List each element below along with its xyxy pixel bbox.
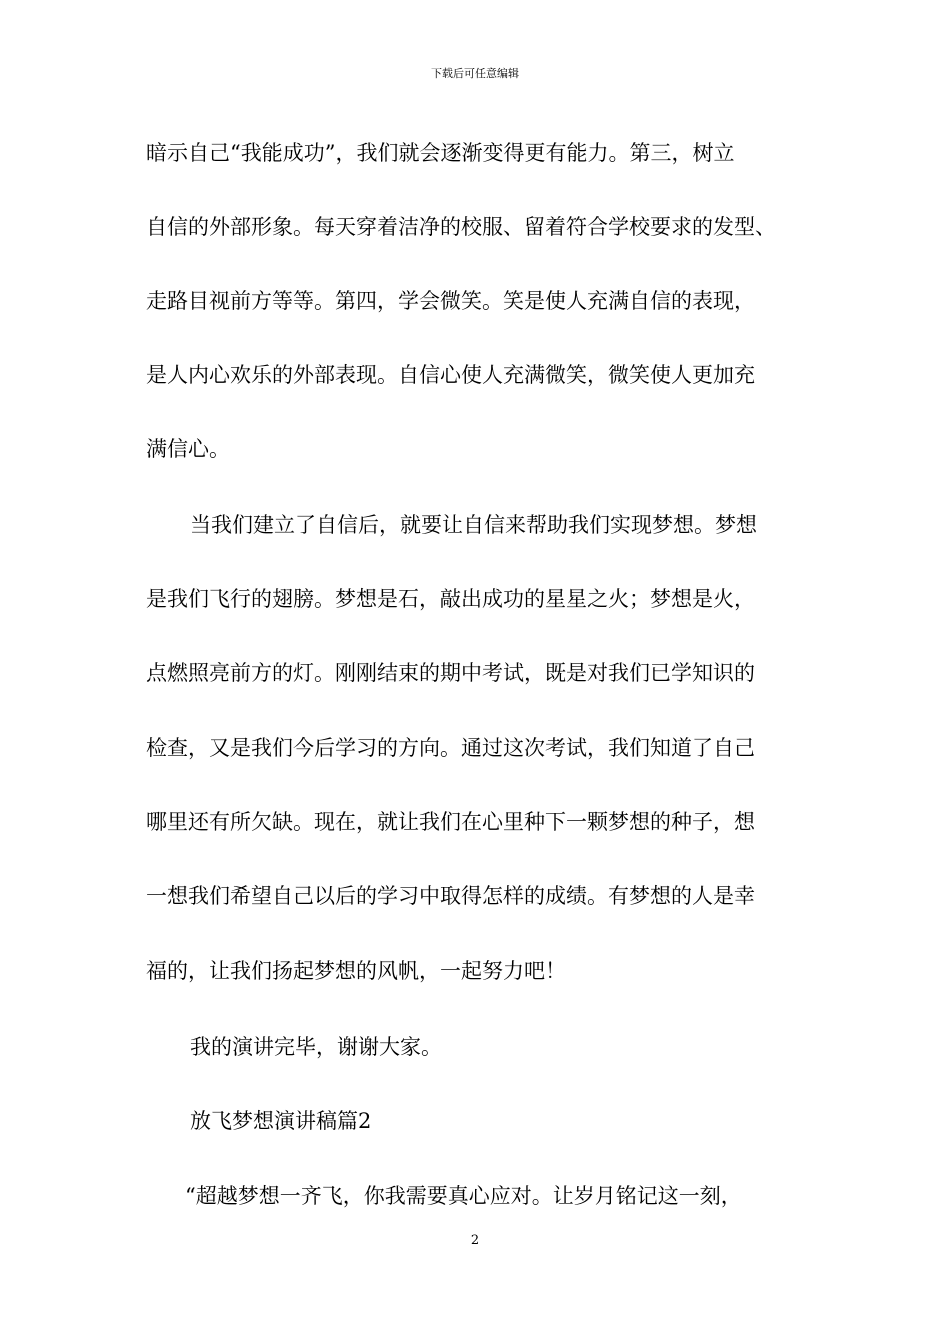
- body-line: 一想我们希望自己以后的学习中取得怎样的成绩。有梦想的人是幸: [146, 884, 755, 908]
- closing-line: 我的演讲完毕，谢谢大家。: [190, 1035, 442, 1059]
- body-line: 哪里还有所欠缺。现在，就让我们在心里种下一颗梦想的种子，想: [146, 810, 755, 834]
- paragraph-first-line: “超越梦想一齐飞，你我需要真心应对。让岁月铭记这一刻，: [185, 1184, 742, 1208]
- body-line: 点燃照亮前方的灯。刚刚结束的期中考试，既是对我们已学知识的: [146, 661, 755, 685]
- body-line: 满信心。: [146, 437, 230, 461]
- body-line: 是我们飞行的翅膀。梦想是石，敲出成功的星星之火；梦想是火，: [146, 587, 755, 611]
- body-line: 福的，让我们扬起梦想的风帆，一起努力吧！: [146, 959, 566, 983]
- page-number: 2: [470, 1233, 480, 1248]
- body-line: 自信的外部形象。每天穿着洁净的校服、留着符合学校要求的发型、: [146, 215, 776, 239]
- body-line: 检查，又是我们今后学习的方向。通过这次考试，我们知道了自己: [146, 736, 755, 760]
- section-heading: 放飞梦想演讲稿篇2: [190, 1109, 372, 1133]
- page-header: 下载后可任意编辑: [431, 67, 519, 80]
- body-line: 暗示自己“我能成功”，我们就会逐渐变得更有能力。第三，树立: [146, 141, 735, 165]
- body-line: 走路目视前方等等。第四，学会微笑。笑是使人充满自信的表现，: [146, 289, 755, 313]
- paragraph-first-line: 当我们建立了自信后，就要让自信来帮助我们实现梦想。梦想: [190, 513, 757, 537]
- body-line: 是人内心欢乐的外部表现。自信心使人充满微笑，微笑使人更加充: [146, 363, 755, 387]
